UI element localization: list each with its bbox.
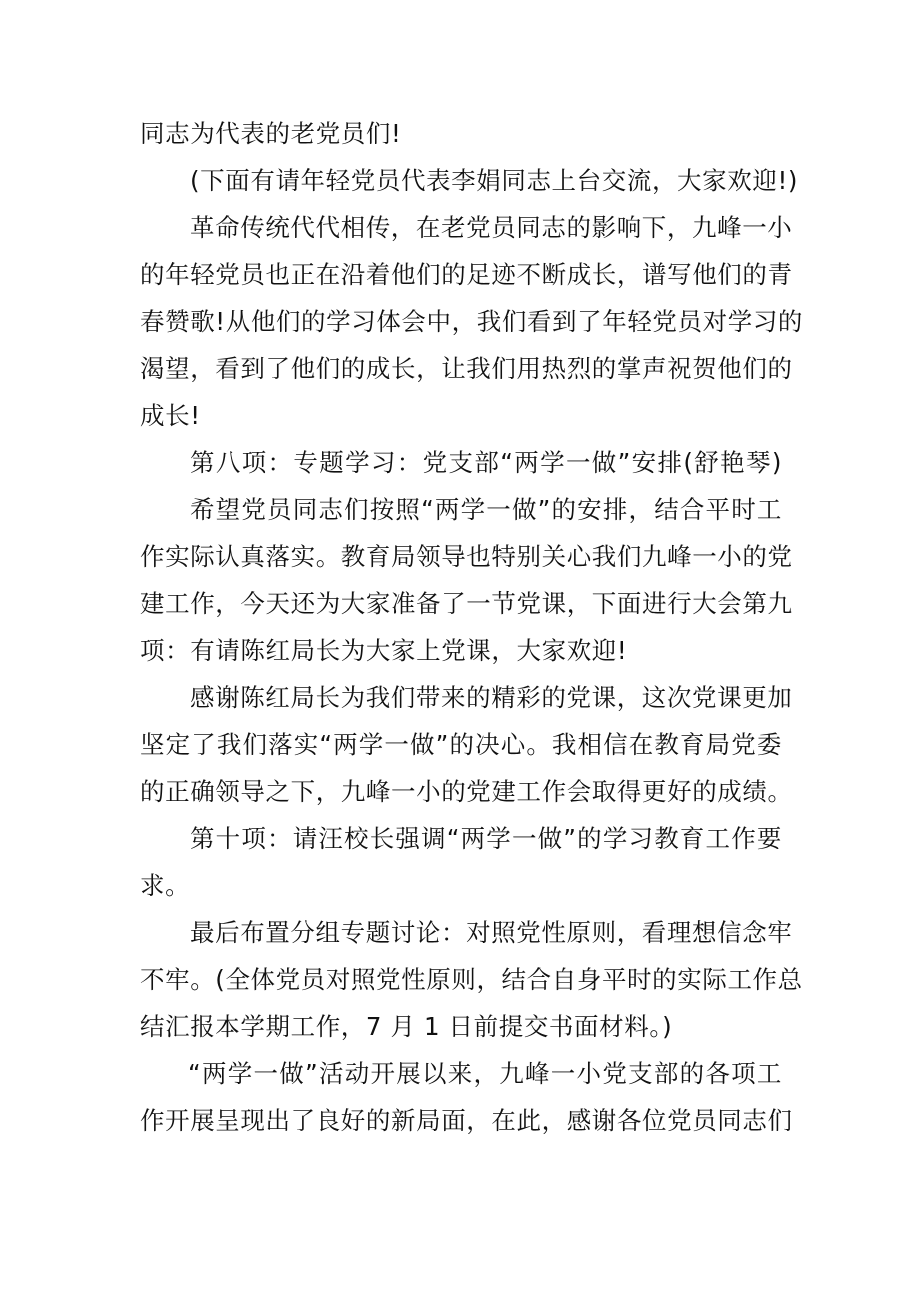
text-line-16: 第十项：请汪校长强调“两学一做”的学习教育工作要 <box>190 824 782 853</box>
text-line-10: 作实际认真落实。教育局领导也特别关心我们九峰一小的党 <box>140 542 793 571</box>
text-line-1: 同志为代表的老党员们! <box>140 119 402 148</box>
text-line-22: 作开展呈现出了良好的新局面，在此，感谢各位党员同志们 <box>140 1106 793 1135</box>
text-line-18: 最后布置分组专题讨论：对照党性原则，看理想信念牢 <box>190 918 793 947</box>
text-line-8: 第八项：专题学习：党支部“两学一做”安排(舒艳琴) <box>190 448 782 477</box>
text-line-3: 革命传统代代相传，在老党员同志的影响下，九峰一小 <box>190 213 793 242</box>
text-line-12: 项：有请陈红局长为大家上党课，大家欢迎! <box>140 636 628 665</box>
text-line-13: 感谢陈红局长为我们带来的精彩的党课，这次党课更加 <box>190 683 793 712</box>
text-line-6: 渴望，看到了他们的成长，让我们用热烈的掌声祝贺他们的 <box>140 354 793 383</box>
text-line-7: 成长! <box>140 401 201 430</box>
text-line-2: (下面有请年轻党员代表李娟同志上台交流，大家欢迎!) <box>190 166 799 195</box>
text-line-4: 的年轻党员也正在沿着他们的足迹不断成长，谱写他们的青 <box>140 260 793 289</box>
text-line-11: 建工作，今天还为大家准备了一节党课，下面进行大会第九 <box>140 589 793 618</box>
text-line-14: 坚定了我们落实“两学一做”的决心。我相信在教育局党委 <box>140 730 782 759</box>
text-line-5: 春赞歌!从他们的学习体会中，我们看到了年轻党员对学习的 <box>140 307 804 336</box>
document-body <box>140 110 804 1144</box>
text-line-21: “两学一做”活动开展以来，九峰一小党支部的各项工 <box>188 1059 782 1088</box>
text-line-17: 求。 <box>140 871 191 900</box>
text-line-20: 结汇报本学期工作，7 月 1 日前提交书面材料。) <box>140 1012 673 1041</box>
text-line-19: 不牢。(全体党员对照党性原则，结合自身平时的实际工作总 <box>140 965 803 994</box>
text-line-9: 希望党员同志们按照“两学一做”的安排，结合平时工 <box>190 495 782 524</box>
text-line-15: 的正确领导之下，九峰一小的党建工作会取得更好的成绩。 <box>140 777 793 806</box>
